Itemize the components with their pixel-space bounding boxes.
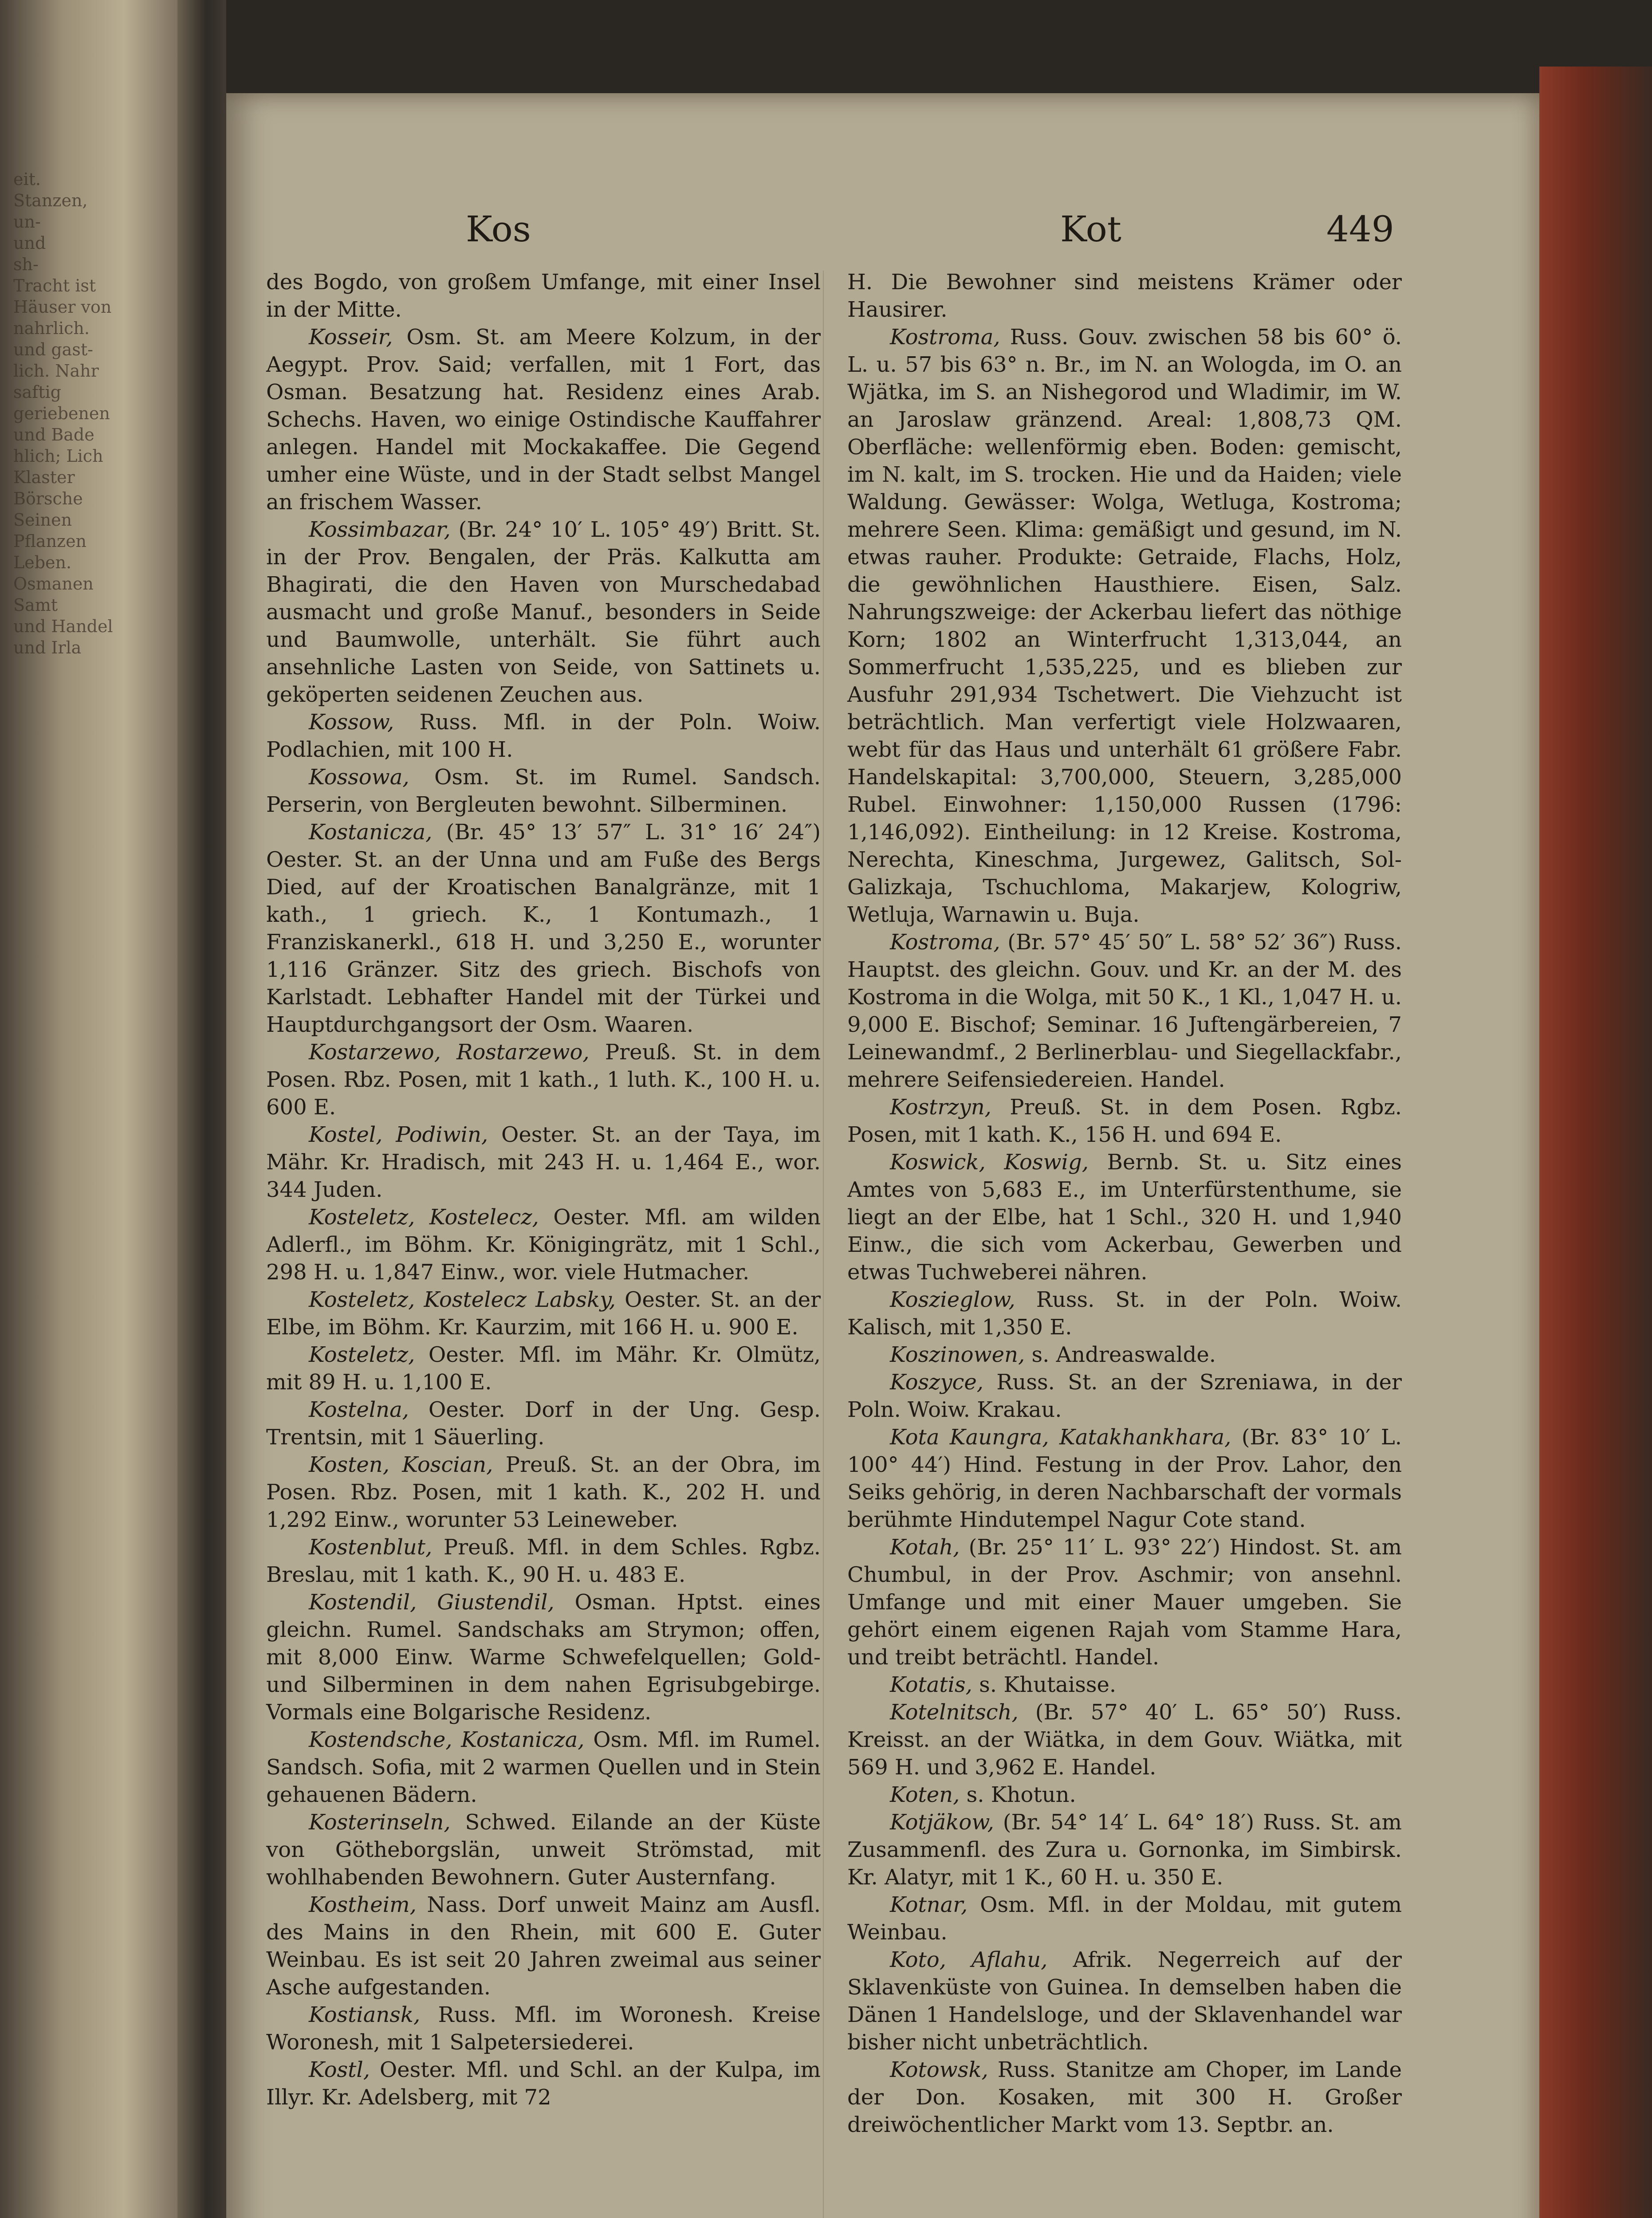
entry-text: Preuß. St. in dem Posen. Rgbz. Posen, mit 1 kath. K., 156 H. und 694 E. (847, 1095, 1402, 1147)
entry-headword: Kostroma, (890, 325, 1000, 350)
entry-headword: Kotah, (890, 1535, 960, 1560)
previous-page-edge (0, 0, 177, 2218)
entry-headword: Koszieglow, (890, 1287, 1015, 1312)
dictionary-entry (847, 1148, 1402, 1286)
entry-text: Osm. Mfl. im Rumel. Sandsch. Sofia, mit 2 warmen Quellen und in Stein gehauenen Bädern. (266, 1727, 821, 1807)
dictionary-entry (266, 1038, 821, 1121)
entry-headword: Kostanicza, (309, 820, 433, 845)
entry-headword: Kostroma, (890, 930, 1000, 955)
dictionary-entry (847, 2056, 1402, 2139)
entry-text: (Br. 54° 14′ L. 64° 18′) Russ. St. am Zusammenfl. des Zura u. Gornonka, im Simbirsk. Kr. Alatyr, mit 1 K., 60 H. u. 350 E. (847, 1810, 1402, 1890)
header-left-keyword: Kos (466, 208, 531, 250)
dictionary-entry (847, 1781, 1402, 1809)
dictionary-entry (847, 928, 1402, 1093)
dictionary-entry (266, 1121, 821, 1203)
entry-headword: Kostelna, (309, 1397, 409, 1422)
entry-text: Russ. St. in der Poln. Woiw. Kalisch, mit 1,350 E. (847, 1287, 1402, 1340)
dictionary-entry (266, 818, 821, 1038)
entry-headword: Kosteletz, (309, 1342, 415, 1367)
dictionary-entry (847, 1809, 1402, 1891)
dictionary-entry (847, 1369, 1402, 1424)
entry-text: Russ. St. an der Szreniawa, in der Poln. Woiw. Krakau. (847, 1370, 1402, 1422)
dictionary-entry (266, 1809, 821, 1891)
dictionary-entry (847, 1699, 1402, 1781)
entry-text: Russ. Mfl. in der Poln. Woiw. Podlachien, mit 100 H. (266, 710, 821, 762)
entry-headword: Kosteletz, Kostelecz, (309, 1205, 539, 1230)
dictionary-entry (266, 2056, 821, 2111)
entry-text: (Br. 83° 10′ L. 100° 44′) Hind. Festung in der Prov. Lahor, den Seiks gehörig, in deren Nachbarschaft der vormals berühmte Hindutempel Nagur Cote stand. (847, 1425, 1402, 1532)
dictionary-entry (266, 1203, 821, 1286)
entry-text: Osman. Hptst. eines gleichn. Rumel. Sandschaks am Strymon; offen, mit 8,000 Einw. Warme Schwefelquellen; Gold- und Silberminen in dem nahen Egrisubgebirge. Vormals eine Bolgarische Residenz. (266, 1590, 821, 1725)
entry-text: s. Khotun. (960, 1782, 1076, 1807)
entry-text: Osm. St. am Meere Kolzum, in der Aegypt. Prov. Said; verfallen, mit 1 Fort, das Osman. Besatzung hat. Residenz eines Arab. Schechs. Haven, wo einige Ostindische Kauffahrer anlegen. Handel mit Mockakaffee. Die Gegend umher eine Wüste, und in der Stadt selbst Mangel an frischem Wasser. (266, 325, 821, 515)
dictionary-entry (266, 1396, 821, 1451)
entry-text: des Bogdo, von großem Umfange, mit einer Insel in der Mitte. (266, 270, 821, 322)
dictionary-entry (847, 1671, 1402, 1699)
entry-headword: Kosten, Koscian, (309, 1452, 493, 1477)
dictionary-entry (266, 708, 821, 763)
entry-headword: Koszinowen, (890, 1342, 1025, 1367)
column-divider (823, 271, 824, 2218)
entry-text: (Br. 25° 11′ L. 93° 22′) Hindost. St. am Chumbul, in der Prov. Aschmir; von ansehnl. Umfange und mit einer Mauer umgeben. Sie gehört einem eigenen Rajah vom Stamme Hara, und treibt beträchtl. Handel. (847, 1535, 1402, 1670)
dictionary-entry (266, 1451, 821, 1534)
entry-text: Schwed. Eilande an der Küste von Götheborgslän, unweit Strömstad, mit wohlhabenden Bewohnern. Guter Austernfang. (266, 1810, 821, 1890)
entry-text: Russ. Gouv. zwischen 58 bis 60° ö. L. u. 57 bis 63° n. Br., im N. an Wologda, im O. an Wjätka, im S. an Nishegorod und Wladimir, im W. an Jaroslaw gränzend. Areal: 1,808,73 QM. Oberfläche: wellenförmig eben. Boden: gemischt, im N. kalt, im S. trocken. Hie und da Haiden; viele Waldung. Gewässer: Wolga, Wetluga, Kostroma; mehrere Seen. Klima: gemäßigt und gesund, im N. etwas rauher. Produkte: Getraide, Flachs, Holz, die gewöhnlichen Hausthiere. Eisen, Salz. Nahrungszweige: der Ackerbau liefert das nöthige Korn; 1802 an Winterfrucht 1,313,044, an Sommerfrucht 1,535,225, und es blieben zur Ausfuhr 291,934 Tschetwert. Die Viehzucht ist beträchtlich. Man verfertigt viele Holzwaaren, webt für das Haus und unterhält 61 größere Fabr. Handelskapital: 3,700,000, Steuern, 3,285,000 Rubel. Einwohner: 1,150,000 Russen (1796: 1,146,092). Eintheilung: in 12 Kreise. Kostroma, Nerechta, Kineschma, Jurgewez, Galitsch, Sol-Galizkaja, Tschuchloma, Makarjew, Kologriw, Wetluja, Warnawin u. Buja. (847, 325, 1402, 927)
dictionary-entry (847, 1093, 1402, 1148)
entry-headword: Kostrzyn, (890, 1095, 991, 1120)
entry-headword: Koten, (890, 1782, 960, 1807)
entry-text: Oester. Mfl. und Schl. an der Kulpa, im Illyr. Kr. Adelsberg, mit 72 (266, 2057, 821, 2110)
dictionary-entry (266, 1341, 821, 1396)
entry-text: Afrik. Negerreich auf der Sklavenküste von Guinea. In demselben haben die Dänen 1 Handelsloge, und der Sklavenhandel war bisher nicht unbeträchtlich. (847, 1947, 1402, 2055)
entry-headword: Kostl, (309, 2057, 370, 2082)
entry-text: (Br. 57° 40′ L. 65° 50′) Russ. Kreisst. an der Wiätka, in dem Gouv. Wiätka, mit 569 H. und 3,962 E. Handel. (847, 1700, 1402, 1780)
entry-text: Oester. Mfl. im Mähr. Kr. Olmütz, mit 89 H. u. 1,100 E. (266, 1342, 821, 1395)
dictionary-entry (266, 2001, 821, 2056)
book-spine (177, 0, 226, 2218)
entry-headword: Kossow, (309, 710, 394, 735)
entry-text: H. Die Bewohner sind meistens Krämer oder Hausirer. (847, 270, 1402, 322)
entry-text: Oester. Dorf in der Ung. Gesp. Trentsin, mit 1 Säuerling. (266, 1397, 821, 1450)
entry-text: s. Andreaswalde. (1025, 1342, 1216, 1367)
entry-text: Oester. St. an der Elbe, im Böhm. Kr. Kaurzim, mit 166 H. u. 900 E. (266, 1287, 821, 1340)
entry-headword: Kotowsk, (890, 2057, 988, 2082)
entry-text: Oester. St. an der Taya, im Mähr. Kr. Hradisch, mit 243 H. u. 1,464 E., wor. 344 Juden. (266, 1122, 821, 1202)
entry-headword: Kostiansk, (309, 2002, 421, 2027)
left-column (266, 268, 821, 2111)
entry-headword: Kostheim, (309, 1892, 417, 1917)
entry-headword: Kotnar, (890, 1892, 968, 1917)
entry-text: Preuß. St. an der Obra, im Posen. Rbz. Posen, mit 1 kath. K., 202 H. und 1,292 Einw., worunter 53 Leineweber. (266, 1452, 821, 1532)
entry-text: Osm. St. im Rumel. Sandsch. Perserin, von Bergleuten bewohnt. Silberminen. (266, 765, 821, 817)
dictionary-entry (266, 323, 821, 516)
entry-headword: Kota Kaungra, Katakhankhara, (890, 1425, 1231, 1450)
entry-headword: Kostel, Podiwin, (309, 1122, 488, 1147)
dictionary-entry (266, 1286, 821, 1341)
entry-headword: Kossimbazar, (309, 517, 451, 542)
entry-text: (Br. 45° 13′ 57″ L. 31° 16′ 24″) Oester. St. an der Unna und am Fuße des Bergs Died, auf der Kroatischen Banalgränze, mit 1 kath., 1 griech. K., 1 Kontumazh., 1 Franziskanerkl., 618 H. und 3,250 E., worunter 1,116 Gränzer. Sitz des griech. Bischofs von Karlstadt. Lebhafter Handel mit der Türkei und Hauptdurchgangsort der Osm. Waaren. (266, 820, 821, 1037)
entry-headword: Kostendsche, Kostanicza, (309, 1727, 585, 1752)
dictionary-entry (847, 1286, 1402, 1341)
dictionary-entry (266, 1534, 821, 1589)
dictionary-entry (266, 516, 821, 708)
entry-headword: Kotatis, (890, 1672, 972, 1697)
dictionary-entry (847, 1341, 1402, 1369)
entry-text: Russ. Stanitze am Choper, im Lande der Don. Kosaken, mit 300 H. Großer dreiwöchentlicher Markt vom 13. Septbr. an. (847, 2057, 1402, 2137)
dictionary-entry (266, 1589, 821, 1726)
entry-text: Bernb. St. u. Sitz eines Amtes von 5,683 E., im Unterfürstenthume, sie liegt an der Elbe, hat 1 Schl., 320 H. und 1,940 Einw., die sich vom Ackerbau, Gewerben und etwas Tuchweberei nähren. (847, 1150, 1402, 1285)
entry-text: Preuß. Mfl. in dem Schles. Rgbz. Breslau, mit 1 kath. K., 90 H. u. 483 E. (266, 1535, 821, 1587)
entry-text: (Br. 57° 45′ 50″ L. 58° 52′ 36″) Russ. Hauptst. des gleichn. Gouv. und Kr. an der M. des Kostroma in die Wolga, mit 50 K., 1 Kl., 1,047 H. u. 9,000 E. Bischof; Seminar. 16 Juftengärbereien, 7 Leinewandmf., 2 Berlinerblau- und Siegellackfabr., mehrere Seifensiedereien. Handel. (847, 930, 1402, 1092)
entry-headword: Kostendil, Giustendil, (309, 1590, 555, 1615)
entry-headword: Kotjäkow, (890, 1810, 994, 1835)
dictionary-entry (847, 1534, 1402, 1671)
entry-headword: Koszyce, (890, 1370, 984, 1395)
entry-text: Russ. Mfl. im Woronesh. Kreise Woronesh, mit 1 Salpetersiederei. (266, 2002, 821, 2055)
dictionary-entry (847, 1946, 1402, 2056)
dictionary-entry (266, 763, 821, 818)
dictionary-entry (266, 1726, 821, 1809)
page-header (226, 208, 1539, 262)
entry-headword: Kostarzewo, Rostarzewo, (309, 1040, 590, 1065)
header-right-keyword: Kot (1060, 208, 1121, 250)
dictionary-entry (847, 268, 1402, 323)
dictionary-entry (266, 1891, 821, 2001)
entry-headword: Kosterinseln, (309, 1810, 451, 1835)
entry-text: Preuß. St. in dem Posen. Rbz. Posen, mit 1 kath., 1 luth. K., 100 H. u. 600 E. (266, 1040, 821, 1120)
dictionary-entry (847, 323, 1402, 928)
book-page (226, 93, 1539, 2218)
dictionary-entry (847, 1424, 1402, 1534)
entry-headword: Koto, Aflahu, (890, 1947, 1048, 1972)
entry-text: Oester. Mfl. am wilden Adlerfl., im Böhm. Kr. Königingrätz, mit 1 Schl., 298 H. u. 1,847 Einw., wor. viele Hutmacher. (266, 1205, 821, 1285)
entry-text: s. Khutaisse. (972, 1672, 1117, 1697)
right-column (847, 268, 1402, 2139)
entry-headword: Kosteletz, Kostelecz Labsky, (309, 1287, 616, 1312)
previous-page-fragments: eit. Stanzen, un- und sh- Tracht ist Häuser von nahrlich. und gast- lich. Nahr saftig geriebenen und Bade hlich; Lich Klaster Börsche Seinen Pflanzen Leben. Osmanen Samt und Handel und Irla (13, 169, 113, 657)
entry-text: Nass. Dorf unweit Mainz am Ausfl. des Mains in den Rhein, mit 600 E. Guter Weinbau. Es ist seit 20 Jahren zweimal aus seiner Asche aufgestanden. (266, 1892, 821, 2000)
entry-headword: Koswick, Koswig, (890, 1150, 1089, 1175)
page-number: 449 (1326, 208, 1394, 250)
entry-headword: Kosseir, (309, 325, 393, 350)
dictionary-entry (847, 1891, 1402, 1946)
entry-text: Osm. Mfl. in der Moldau, mit gutem Weinbau. (847, 1892, 1402, 1945)
entry-headword: Kossowa, (309, 765, 409, 790)
book-cover-edge (1539, 67, 1652, 2218)
entry-headword: Kotelnitsch, (890, 1700, 1019, 1725)
entry-headword: Kostenblut, (309, 1535, 433, 1560)
entry-text: (Br. 24° 10′ L. 105° 49′) Britt. St. in der Prov. Bengalen, der Präs. Kalkutta am Bhagirati, die den Haven von Murschedabad ausmacht und große Manuf., besonders in Seide und Baumwolle, unterhält. Sie führt auch ansehnliche Lasten von Seide, von Sattinets u. geköperten seidenen Zeuchen aus. (266, 517, 821, 707)
dictionary-entry (266, 268, 821, 323)
